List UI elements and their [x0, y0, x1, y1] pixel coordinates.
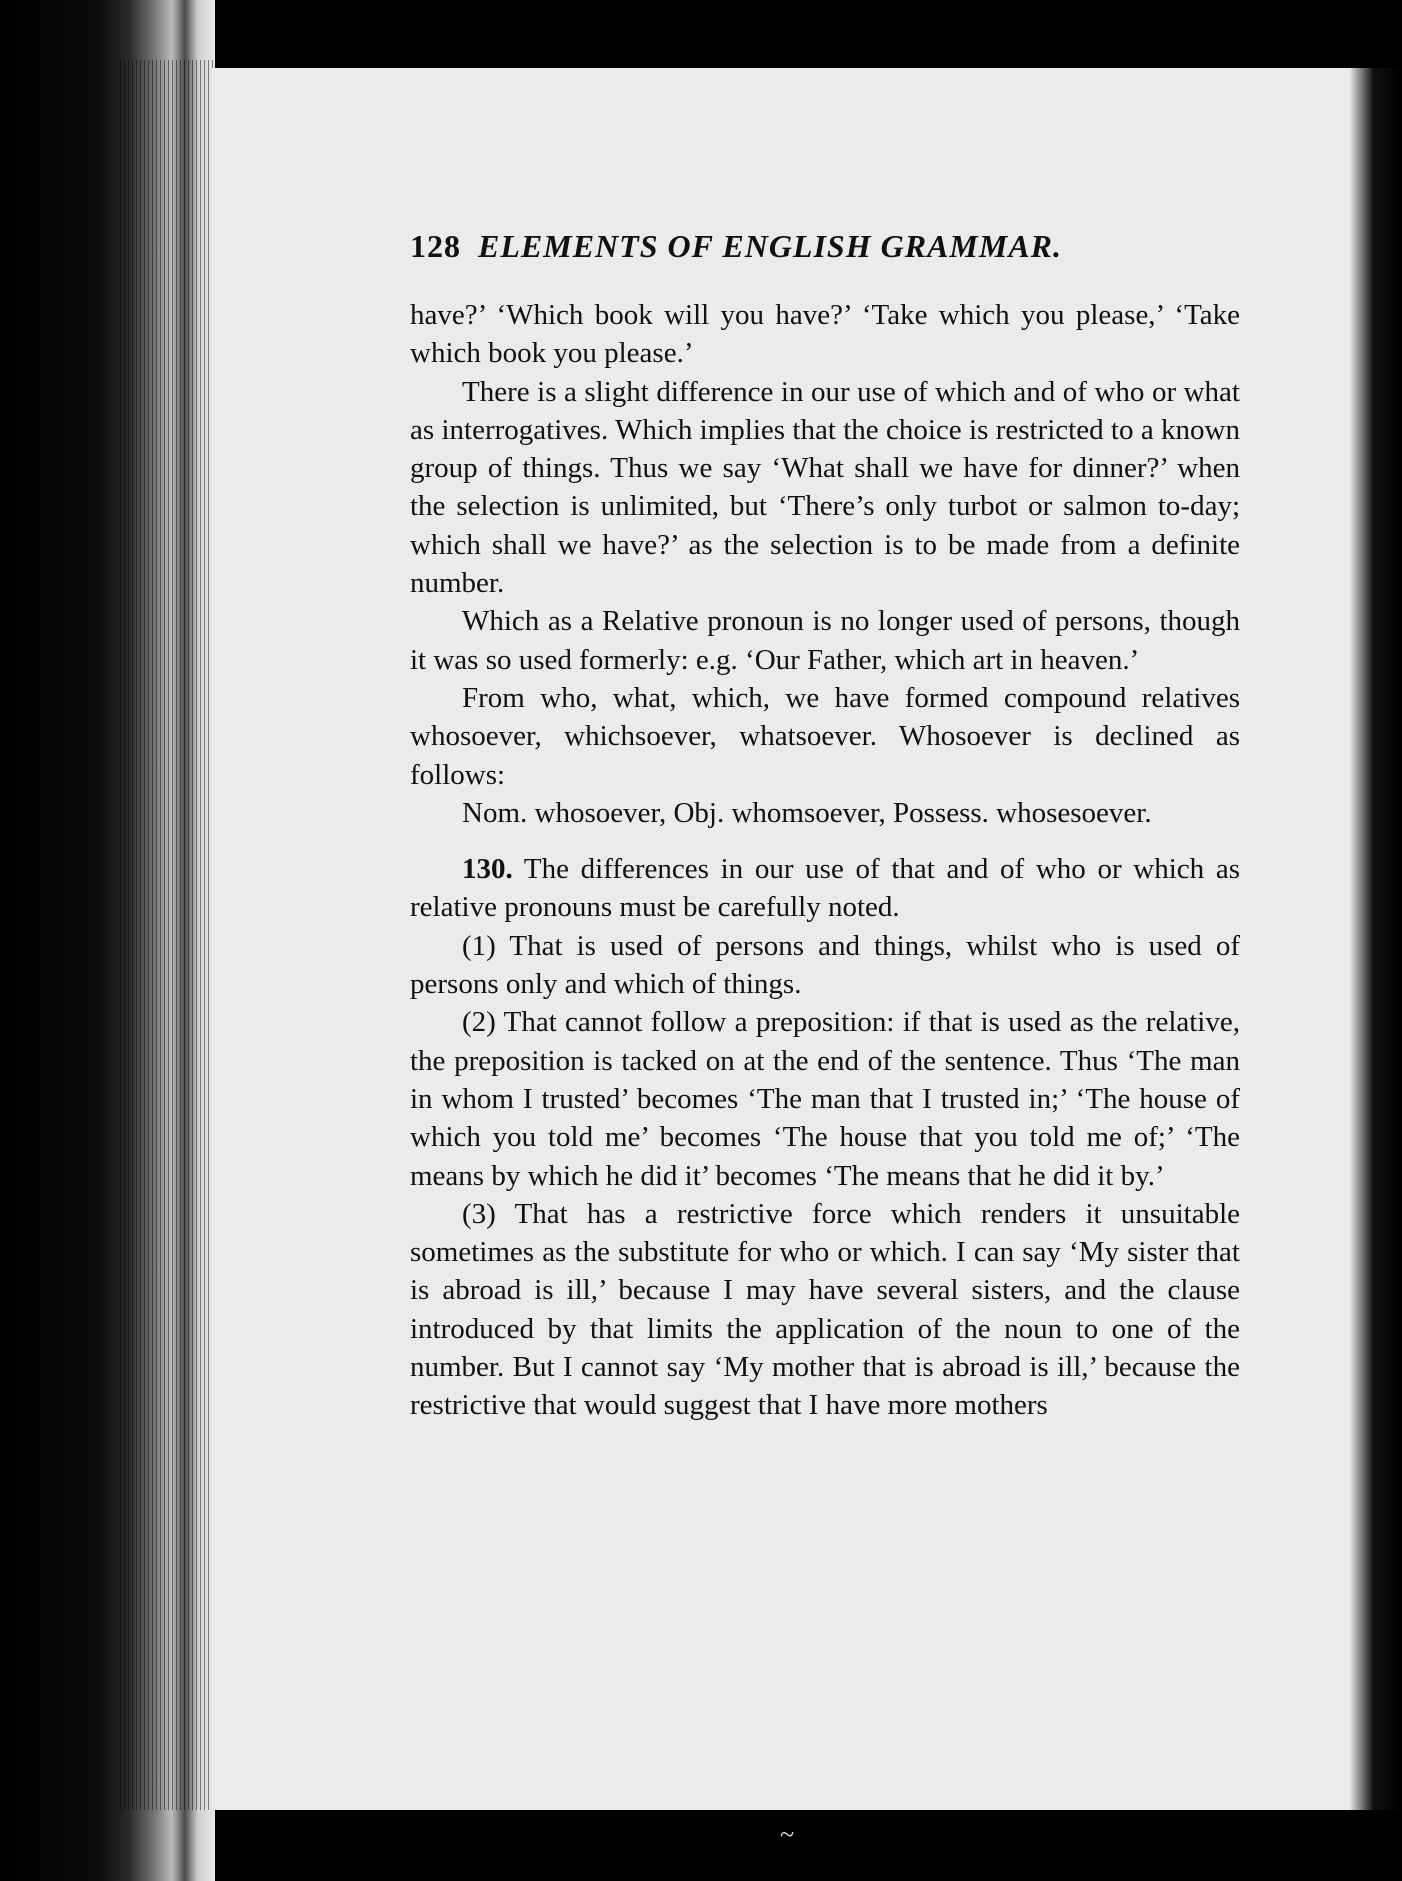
rule-3 — [410, 1195, 1240, 1425]
book-title: ELEMENTS OF ENGLISH GRAMMAR. — [478, 228, 1062, 264]
rule-text: That cannot follow a preposition: if that is used as the relative, the preposition is tacked on at the end of the sentence. Thus ‘The man in whom I trusted’ becomes ‘The man that I trusted in;’ ‘The house of which you told me’ becomes ‘The house that you told me of;’ ‘The means by which he did it’ becomes ‘The means that he did it by.’ — [410, 1006, 1240, 1192]
rule-marker: (1) — [462, 929, 496, 962]
rule-marker: (2) — [462, 1006, 496, 1039]
rule-text: That has a restrictive force which renders it unsuitable sometimes as the substitute for who or which. I can say ‘My sister that is abroad is ill,’ because I may have several sisters, and the clause introduced by that limits the application of the noun to one of the number. But I cannot say ‘My mother that is abroad is ill,’ because the restrictive that would suggest that I have more mothers — [410, 1197, 1240, 1422]
facing-page-shadow — [1350, 68, 1402, 1810]
paragraph-4: From who, what, which, we have formed compound relatives whosoever, whichsoever, whatsoever. Whosoever is declined as follows: — [410, 681, 1240, 791]
paragraph-1: have?’ ‘Which book will you have?’ ‘Take which you please,’ ‘Take which book you please.’ — [410, 299, 1240, 370]
section-text: The differences in our use of that and of who or which as relative pronouns must be carefully noted. — [410, 853, 1240, 924]
running-head — [410, 228, 1240, 265]
rule-text: That is used of persons and things, whilst who is used of persons only and which of things. — [410, 929, 1240, 1001]
page-edges — [120, 60, 215, 1810]
page-footer-mark: ~ — [780, 1820, 795, 1849]
rule-marker: (3) — [462, 1197, 496, 1230]
page-number: 128 — [410, 228, 461, 264]
rule-2 — [410, 1003, 1240, 1194]
page-text — [410, 296, 1240, 1425]
section-130 — [410, 850, 1240, 927]
rule-1 — [410, 927, 1240, 1004]
paragraph-2: There is a slight difference in our use of which and of who or what as interrogatives. Which implies that the choice is restricted to a known group of things. Thus we say ‘What shall we have for dinner?’ when the selection is unlimited, but ‘There’s only turbot or salmon to-day; which shall we have?’ as the selection is to be made from a definite number. — [410, 375, 1240, 600]
section-number: 130. — [462, 853, 513, 886]
paragraph-3: Which as a Relative pronoun is no longer used of persons, though it was so used formerly: e.g. ‘Our Father, which art in heaven.’ — [410, 605, 1240, 676]
declension-line: Nom. whosoever, Obj. whomsoever, Possess. whosesoever. — [462, 796, 1152, 829]
